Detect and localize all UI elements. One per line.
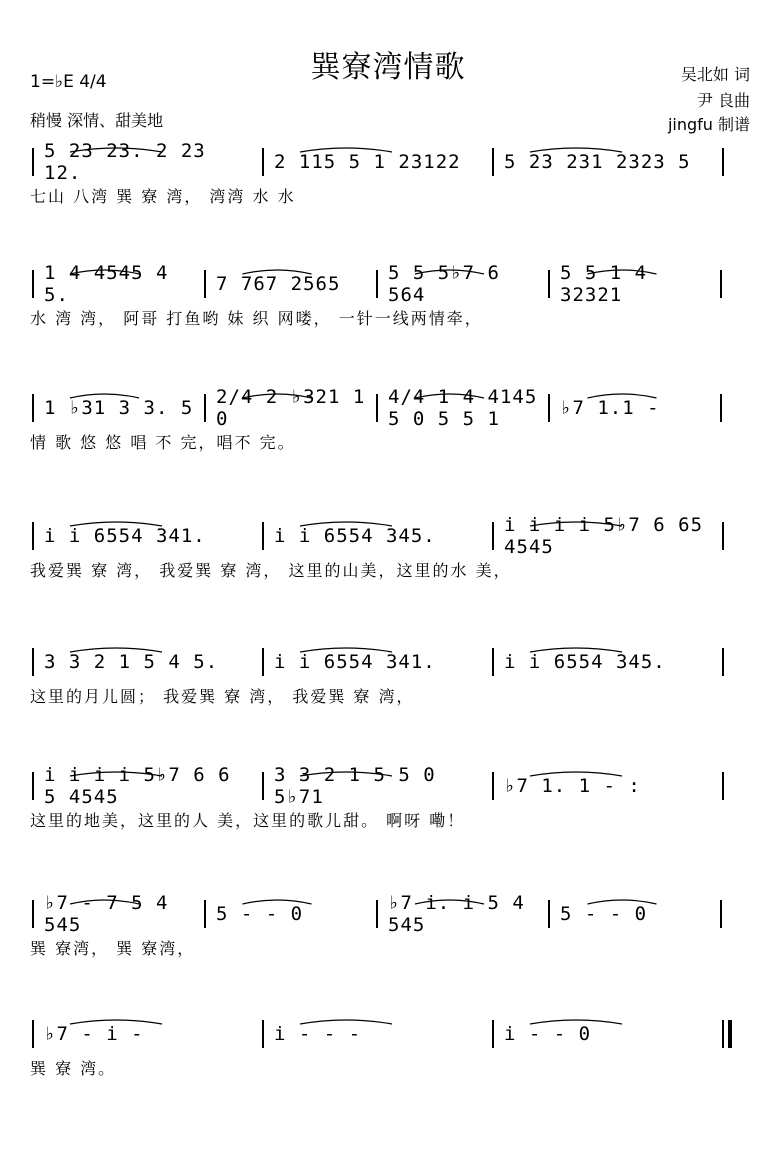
- measure: 1 4 4545 4 5.: [44, 262, 169, 306]
- barline: [262, 148, 264, 176]
- barline: [722, 648, 724, 676]
- barline: [32, 394, 34, 422]
- barline: [262, 772, 264, 800]
- barline: [492, 1020, 494, 1048]
- notation-line: [30, 892, 752, 936]
- measure: ♭7 - i -: [44, 1023, 144, 1045]
- barline: [492, 522, 494, 550]
- barline: [262, 522, 264, 550]
- measure: 2/4 2 ♭321 1 0: [216, 386, 366, 430]
- measure: 1 ♭31 3 3. 5: [44, 397, 194, 419]
- barline: [32, 148, 34, 176]
- barline: [376, 270, 378, 298]
- measure: ♭7 - 7 5 4 545: [44, 892, 169, 936]
- score-system: [30, 514, 752, 580]
- notation-line: [30, 140, 752, 184]
- lyrics-line: 这里的地美，这里的人 美，这里的歌儿甜。 啊呀 嘞！: [30, 811, 466, 830]
- barline: [720, 900, 722, 928]
- score-system: [30, 892, 752, 958]
- barline: [548, 270, 550, 298]
- measure: 4/4 1 4 4145 5 0 5 5 1: [388, 386, 538, 430]
- measure: 5 5 5♭7 6 564: [388, 262, 500, 306]
- lyrics-line: 这里的月儿圆； 我爱巽 寮 湾， 我爱巽 寮 湾，: [30, 687, 415, 706]
- lyricist-credit: 吴北如 词: [680, 65, 750, 84]
- measure: 5 23 23. 2 23 12.: [44, 140, 206, 184]
- lyrics-line: 我爱巽 寮 湾， 我爱巽 寮 湾， 这里的山美，这里的水 美，: [30, 561, 512, 580]
- barline: [32, 900, 34, 928]
- barline: [722, 772, 724, 800]
- notation-line: [30, 262, 752, 306]
- measure: 7 767 2565: [216, 273, 341, 295]
- barline: [720, 270, 722, 298]
- tempo-marking: 稍慢 深情、甜美地: [30, 111, 164, 130]
- measure: i i 6554 341.: [274, 651, 436, 673]
- lyrics-line: 情 歌 悠 悠 唱 不 完，唱不 完。: [30, 433, 296, 452]
- lyrics-line: 巽 寮湾， 巽 寮湾，: [30, 939, 196, 958]
- measure: 3 3 2 1 5 4 5.: [44, 651, 219, 673]
- barline: [32, 270, 34, 298]
- composer-credit: 尹 良曲: [696, 91, 750, 110]
- lyrics-line: 巽 寮 湾。: [30, 1059, 117, 1078]
- barline: [32, 648, 34, 676]
- barline: [376, 394, 378, 422]
- barline: [376, 900, 378, 928]
- barline: [548, 394, 550, 422]
- measure: i i 6554 345.: [274, 525, 436, 547]
- measure: 3 3 2 1 5 5 0 5♭71: [274, 764, 436, 808]
- score-system: [30, 262, 752, 328]
- notation-line: [30, 764, 752, 808]
- lyrics-line: 七山 八湾 巽 寮 湾， 湾湾 水 水: [30, 187, 296, 206]
- barline: [720, 394, 722, 422]
- barline: [722, 1020, 724, 1048]
- measure: i i 6554 345.: [504, 651, 666, 673]
- score-system: [30, 646, 752, 706]
- barline: [492, 148, 494, 176]
- score-system: [30, 140, 752, 206]
- lyrics-line: 水 湾 湾， 阿哥 打鱼哟 妹 织 网喽， 一针一线两情牵，: [30, 309, 483, 328]
- final-barline: [728, 1020, 732, 1048]
- measure: i - - -: [274, 1023, 362, 1045]
- key-signature: 1=♭E 4/4: [30, 72, 107, 92]
- barline: [204, 270, 206, 298]
- barline: [32, 1020, 34, 1048]
- barline: [204, 394, 206, 422]
- barline: [492, 648, 494, 676]
- measure: 5 5 1 4 32321: [560, 262, 648, 306]
- measure: 5 - - 0: [216, 903, 304, 925]
- barline: [204, 900, 206, 928]
- barline: [32, 522, 34, 550]
- barline: [722, 148, 724, 176]
- barline: [722, 522, 724, 550]
- measure: i i i i 5♭7 6 65 4545: [504, 514, 704, 558]
- notation-line: [30, 1018, 752, 1050]
- notation-line: [30, 514, 752, 558]
- arranger-credit: jingfu 制谱: [667, 115, 750, 134]
- measure: i - - 0: [504, 1023, 592, 1045]
- score-system: [30, 1018, 752, 1078]
- notation-line: [30, 646, 752, 678]
- notation-line: [30, 386, 752, 430]
- barline: [492, 772, 494, 800]
- measure: ♭7 1.1 -: [560, 397, 660, 419]
- barline: [262, 1020, 264, 1048]
- measure: ♭7 1. 1 - :: [504, 775, 641, 797]
- song-title: 巽寮湾情歌: [310, 50, 466, 85]
- barline: [32, 772, 34, 800]
- score-system: [30, 386, 752, 452]
- barline: [262, 648, 264, 676]
- measure: 5 23 231 2323 5: [504, 151, 691, 173]
- score-system: [30, 764, 752, 830]
- barline: [548, 900, 550, 928]
- measure: i i i i 5♭7 6 6 5 4545: [44, 764, 231, 808]
- measure: 5 - - 0: [560, 903, 648, 925]
- measure: i i 6554 341.: [44, 525, 206, 547]
- measure: 2 115 5 1 23122: [274, 151, 461, 173]
- measure: ♭7 i. i 5 4 545: [388, 892, 525, 936]
